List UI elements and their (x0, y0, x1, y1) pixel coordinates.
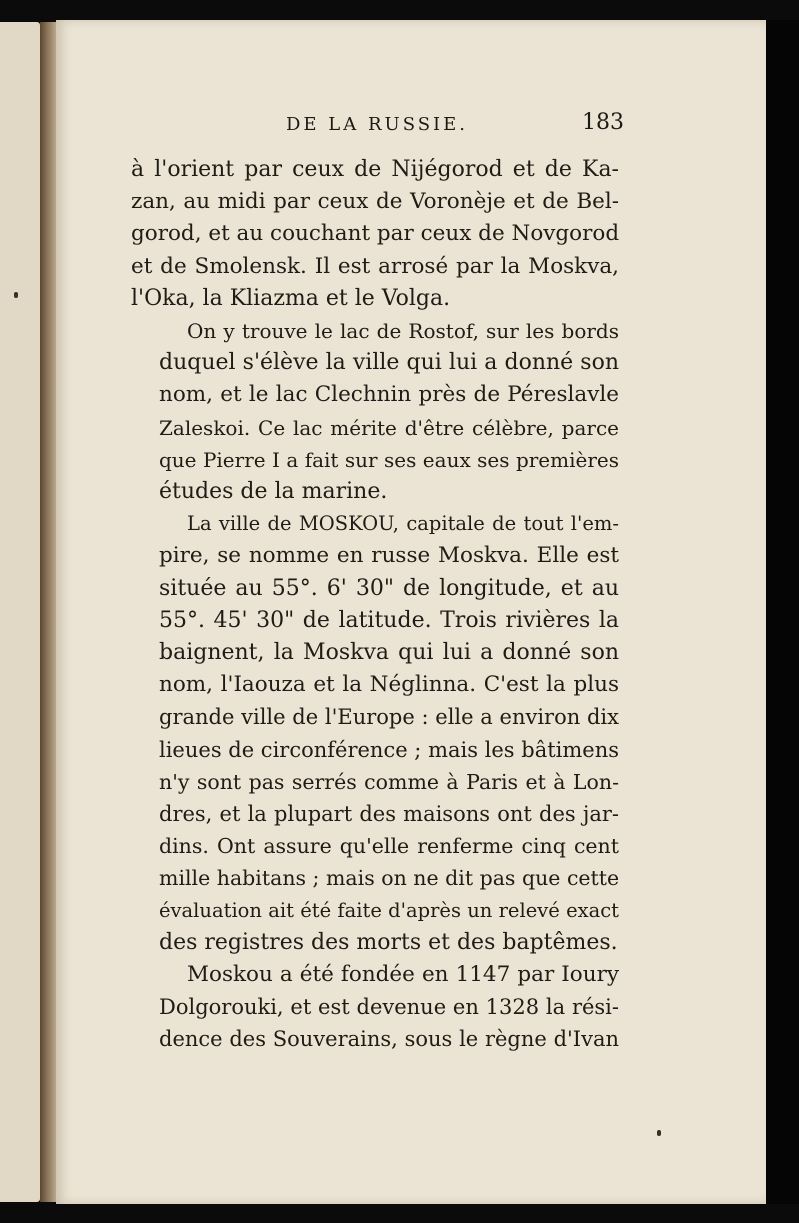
background-edge (766, 20, 799, 1204)
text-line: située au 55°. 6' 30" de longitude, et au (159, 575, 619, 601)
paper-speck (657, 1130, 661, 1136)
text-line: nom, et le lac Clechnin près de Péreslavle (159, 382, 619, 408)
text-line: nom, l'Iaouza et la Néglinna. C'est la plus (159, 672, 619, 698)
body-text (131, 154, 619, 1056)
paragraph (131, 154, 619, 315)
text-line: On y trouve le lac de Rostof, sur les bords (187, 319, 619, 344)
text-line: n'y sont pas serrés comme à Paris et à Lon- (159, 769, 619, 794)
text-line: 55°. 45' 30" de latitude. Trois rivières la (159, 607, 619, 633)
paragraph (131, 315, 619, 508)
text-line: Moskou a été fondée en 1147 par Ioury (187, 962, 619, 988)
paper-speck (14, 292, 18, 298)
text-line: évaluation ait été faite d'après un relevé exact (159, 898, 619, 922)
text-line: lieues de circonférence ; mais les bâtimens (159, 737, 620, 762)
paragraph (131, 959, 619, 1056)
text-line: baignent, la Moskva qui lui a donné son (159, 640, 619, 666)
text-line: dres, et la plupart des maisons ont des jar- (159, 802, 619, 827)
text-line: à l'orient par ceux de Nijégorod et de Ka- (131, 157, 619, 182)
text-line: pire, se nomme en russe Moskva. Elle est (159, 543, 619, 569)
text-line: et de Smolensk. Il est arrosé par la Moskva, (131, 253, 619, 279)
paragraph (131, 508, 619, 959)
text-line: gorod, et au couchant par ceux de Novgorod (131, 221, 620, 247)
page-number: 183 (582, 110, 624, 135)
text-line: Dolgorouki, et est devenue en 1328 la rési- (159, 995, 619, 1020)
text-line: zan, au midi par ceux de Voronèje et de Bel- (131, 189, 619, 215)
text-line: La ville de MOSKOU, capitale de tout l'em- (187, 512, 619, 536)
text-line: des registres des morts et des baptêmes. (159, 929, 618, 955)
text-line: études de la marine. (159, 479, 388, 505)
text-line: duquel s'élève la ville qui lui a donné son (159, 350, 619, 376)
text-line: l'Oka, la Kliazma et le Volga. (131, 285, 451, 311)
text-line: dence des Souverains, sous le règne d'Ivan (159, 1027, 619, 1052)
book-gutter (40, 22, 56, 1202)
text-line: grande ville de l'Europe : elle a environ dix (159, 705, 619, 730)
facing-page-edge (0, 22, 40, 1202)
text-line: dins. Ont assure qu'elle renferme cinq cent (159, 834, 619, 859)
text-line: mille habitans ; mais on ne dit pas que cette (159, 866, 620, 891)
text-line: que Pierre I a fait sur ses eaux ses premières (159, 447, 619, 472)
text-line: Zaleskoi. Ce lac mérite d'être célèbre, parce (159, 415, 619, 440)
page-header (230, 108, 630, 148)
running-head: DE LA RUSSIE. (286, 114, 469, 135)
